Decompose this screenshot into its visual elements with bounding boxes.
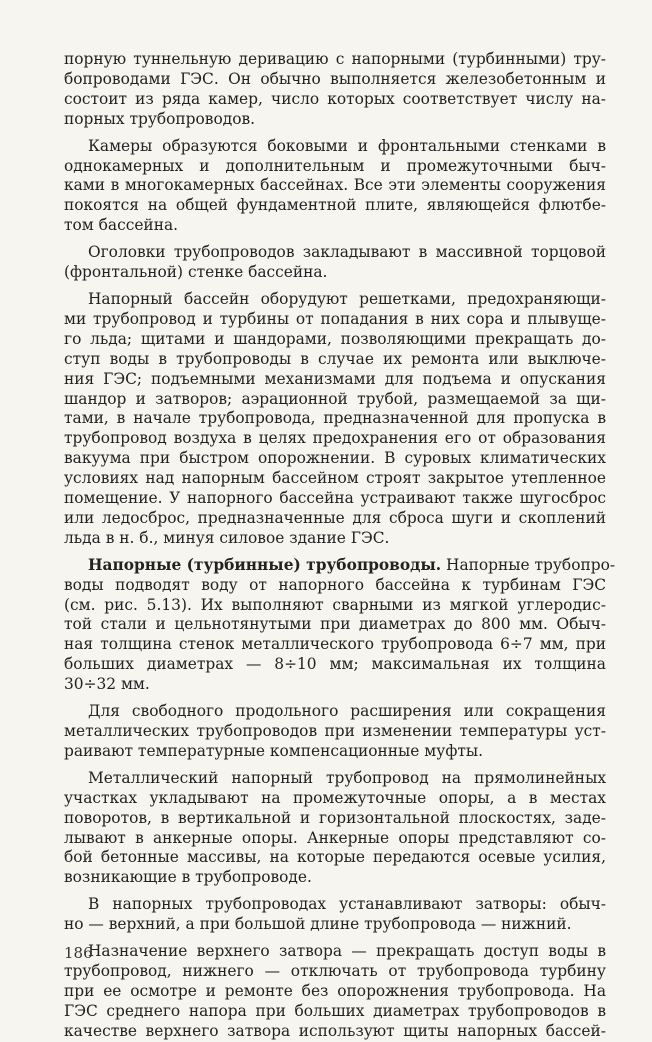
paragraph: [64, 290, 606, 549]
text-line: ками в многокамерных бассейнах. Все эти элементы сооружения: [64, 176, 606, 195]
text-line: металлических трубопроводов при изменении температуры уст-: [64, 722, 606, 740]
paragraph: [64, 50, 606, 130]
text-line: качестве верхнего затвора используют щиты напорных бассей-: [64, 1021, 606, 1040]
text-line: тами, в начале трубопровода, предназначенной для пропуска в: [64, 409, 606, 428]
text-line: Для свободного продольного расширения или сокращения: [88, 702, 606, 721]
text-line: порную туннельную деривацию с напорными (турбинными) тру-: [64, 50, 606, 68]
text-line: [64, 555, 616, 576]
text-line: трубопровод воздуха в целях предохранения его от образования: [64, 429, 606, 448]
text-line: состоит из ряда камер, число которых соответствует числу на-: [64, 89, 606, 108]
text-line: вакуума при быстром опорожнении. В суровых климатических: [64, 449, 606, 468]
page-number: 186: [64, 944, 93, 962]
text-line: Назначение верхнего затвора — прекращать доступ воды в: [88, 942, 606, 961]
text-line: поворотов, в вертикальной и горизонтальной плоскостях, заде-: [64, 808, 606, 827]
text-line: лывают в анкерные опоры. Анкерные опоры представляют со-: [64, 828, 606, 847]
text-line: ГЭС среднего напора при больших диаметрах трубопроводов в: [64, 1001, 606, 1020]
text-line: или ледосброс, предназначенные для сброса шуги и скоплений: [64, 508, 606, 527]
text-line: покоятся на общей фундаментной плите, являющейся флютбе-: [64, 196, 606, 215]
text-line: Напорный бассейн оборудуют решетками, предохраняющи-: [88, 289, 606, 308]
heading-run-in-text: Напорные трубопро-: [441, 555, 616, 574]
paragraph: [64, 702, 606, 762]
text-line: шандор и затворов; аэрационной трубой, размещаемой за щи-: [64, 389, 606, 408]
text-line: бой бетонные массивы, на которые передаются осевые усилия,: [64, 848, 606, 867]
text-line: ная толщина стенок металлического трубопровода 6÷7 мм, при: [64, 635, 606, 654]
text-line: Камеры образуются боковыми и фронтальными стенками в: [88, 136, 606, 155]
text-line: возникающие в трубопроводе.: [64, 868, 312, 887]
text-line: раивают температурные компенсационные муфты.: [64, 741, 484, 760]
text-line: Металлический напорный трубопровод на прямолинейных: [88, 768, 606, 787]
text-line: условиях над напорным бассейном строят закрытое утепленное: [64, 469, 606, 488]
paragraph: [64, 895, 606, 935]
text-line: том бассейна.: [64, 216, 179, 235]
text-line: той стали и цельнотянутыми при диаметрах до 800 мм. Обыч-: [64, 615, 606, 634]
paragraph: [64, 769, 606, 888]
text-line: воды подводят воду от напорного бассейна к турбинам ГЭС: [64, 575, 606, 594]
text-line: однокамерных и дополнительным и промежуточными быч-: [64, 156, 606, 175]
text-line: ния ГЭС; подъемными механизмами для подъема и опускания: [64, 369, 606, 388]
text-line: помещение. У напорного бассейна устраивают также шугосброс: [64, 489, 606, 508]
text-line: ступ воды в трубопроводы в случае их ремонта или выключе-: [64, 349, 606, 368]
text-line: ми трубопровод и турбины от попадания в них сора и плывуще-: [64, 309, 606, 328]
text-line: льда в н. б., минуя силовое здание ГЭС.: [64, 528, 390, 547]
text-line: участках укладывают на промежуточные опоры, а в местах: [64, 788, 606, 807]
text-line: 30÷32 мм.: [64, 675, 150, 694]
text-line: порных трубопроводов.: [64, 109, 256, 128]
text-line: го льда; щитами и шандорами, позволяющими прекращать до-: [64, 329, 606, 348]
text-line: бопроводами ГЭС. Он обычно выполняется железобетонным и: [64, 69, 606, 88]
paragraph: [64, 942, 606, 1042]
text-line: (фронтальной) стенке бассейна.: [64, 263, 328, 282]
text-line: В напорных трубопроводах устанавливают затворы: обыч-: [88, 895, 606, 914]
text-line: больших диаметрах — 8÷10 мм; максимальная их толщина: [64, 655, 606, 674]
text-line: Оголовки трубопроводов закладывают в массивной торцовой: [88, 243, 606, 262]
text-line: но — верхний, а при большой длине трубопровода — нижний.: [64, 915, 572, 934]
text-line: трубопровод, нижнего — отключать от трубопровода турбину: [64, 961, 606, 980]
paragraph: [64, 137, 606, 237]
text-line: при ее осмотре и ремонте без опорожнения трубопровода. На: [64, 981, 606, 1000]
paragraph: [64, 243, 606, 283]
section-heading: Напорные (турбинные) трубопроводы.: [88, 555, 442, 574]
paragraph: [64, 555, 616, 695]
text-line: (см. рис. 5.13). Их выполняют сварными из мягкой углеродис-: [64, 595, 606, 614]
